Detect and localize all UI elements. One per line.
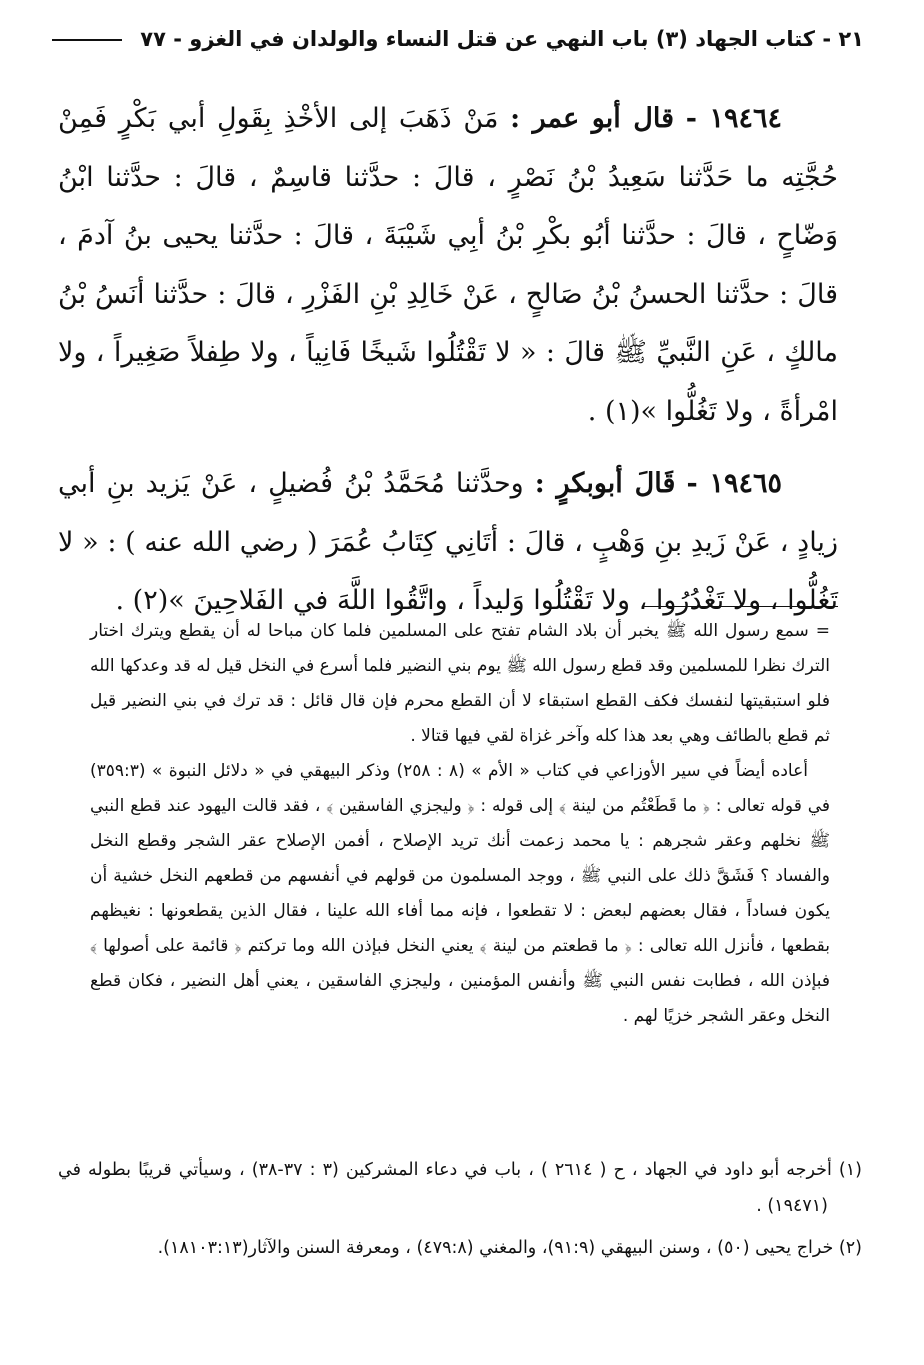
footnotes <box>58 1152 862 1272</box>
commentary-notes <box>90 614 830 1034</box>
note-paragraph: أعاده أيضاً في سير الأوزاعي في كتاب « الأم » (٨ : ٢٥٨) وذكر البيهقي في « دلائل النبوة » (٣٥٩:٣) في قوله تعالى : ﴿ ما قَطَعْتُم من لينة ﴾ إلى قوله : ﴿ وليجزي الفاسقين ﴾ ، فقد قالت اليهود عند قطع النبي ﷺ نخلهم وعقر شجرهم : يا محمد زعمت أنك تريد الإصلاح ، أفمن الإصلاح عقر الشجر وقطع النخل والفساد ؟ فَشَقَّ ذلك على النبي ﷺ ، ووجد المسلمون من قولهم في أنفسهم من قطعهم النخل خشية أن يكون فساداً ، فقال بعضهم لبعض : لا تقطعوا ، فإنه مما أفاء الله علينا ، فقال الذين يقطعونها : نغيظهم بقطعها ، فأنزل الله تعالى : ﴿ ما قطعتم من لينة ﴾ يعني النخل فبإذن الله وما تركتم ﴿ قائمة على أصولها ﴾ فبإذن الله ، فطابت نفس النبي ﷺ وأنفس المؤمنين ، وليجزي الفاسقين ، يعني أهل النضير ، فكان قطع النخل وعقر الشجر خزيًا لهم . <box>90 761 830 1026</box>
running-head: ٢١ - كتاب الجهاد (٣) باب النهي عن قتل النساء والولدان في الغزو - ٧٧ <box>140 27 864 51</box>
footnote: (١) أخرجه أبو داود في الجهاد ، ح ( ٢٦١٤ ) ، باب في دعاء المشركين (٣ : ٣٧-٣٨) ، وسيأتي قريبًا بطوله في (١٩٤٧١) . <box>58 1160 862 1216</box>
hadith-lead: قال أبو عمر : <box>510 103 675 134</box>
main-text <box>58 90 838 645</box>
footnote-divider <box>643 606 838 607</box>
hadith-text: مَنْ ذَهَبَ إلى الأخْذِ بِقَولِ أبي بَكْرٍ فَمِنْ حُجَّتِه ما حَدَّثنا سَعِيدُ بْنُ نَصْرٍ ، قالَ : حدَّثنا قاسِمٌ ، قالَ : حدَّثنا ابْنُ وَضّاحٍ ، قالَ : حدَّثنا أبُو بكْرِ بْنُ أبِي شَيْبَةَ ، قالَ : حدَّثنا يحيى بنُ آدمَ ، قالَ : حدَّثنا الحسنُ بْنُ صَالحٍ ، عَنْ خَالِدِ بْنِ الفَزْرِ ، قالَ : حدَّثنا أنَسُ بْنُ مالكٍ ، عَنِ النَّبيِّ ﷺ قالَ : « لا تَقْتُلُوا شَيخًا فَانِياً ، ولا طِفلاً صَغِيراً ، ولا امْرأةً ، ولا تَغُلُّوا »(١) . <box>58 103 838 427</box>
hadith-paragraph <box>58 90 838 441</box>
note-paragraph: = سمع رسول الله ﷺ يخبر أن بلاد الشام تفتح على المسلمين فلما كان مباحا له أن يقطع ويترك اختار الترك نظرا للمسلمين وقد قطع رسول الله ﷺ يوم بني النضير فلما أسرع في النخل قيل له قد وعدكها الله فلو استبقيتها لنفسك فكف القطع استبقاء لا أن القطع محرم فإن قال قائل : قد ترك في بني النضير قيل ثم قطع بالطائف وهي بعد هذا كله وآخر غزاة لقي فيها قتالا . <box>90 621 830 746</box>
hadith-number: ١٩٤٦٤ - <box>685 103 783 134</box>
page-header <box>52 18 864 60</box>
hadith-number: ١٩٤٦٥ - <box>686 468 782 499</box>
hadith-paragraph <box>58 455 838 631</box>
hadith-text: وحدَّثنا مُحَمَّدُ بْنُ فُضيلٍ ، عَنْ يَزيد بنِ أبي زيادٍ ، عَنْ زَيدِ بنِ وَهْبٍ ، قالَ : أتَانِي كِتَابُ عُمَرَ ( رضي الله عنه ) : « لا تَغُلُّوا ، ولا تَغْدُرُوا ، ولا تَقْتُلُوا وَليداً ، واتَّقُوا اللَّهَ في الفَلاحِينَ »(٢) . <box>58 468 838 616</box>
footnote: (٢) خراج يحيى (٥٠) ، وسنن البيهقي (٩١:٩)، والمغني (٤٧٩:٨) ، ومعرفة السنن والآثار(١٨١٠٣:١٣). <box>157 1238 862 1258</box>
header-rule <box>52 39 122 41</box>
hadith-lead: قَالَ أبوبكرٍ : <box>534 468 676 499</box>
